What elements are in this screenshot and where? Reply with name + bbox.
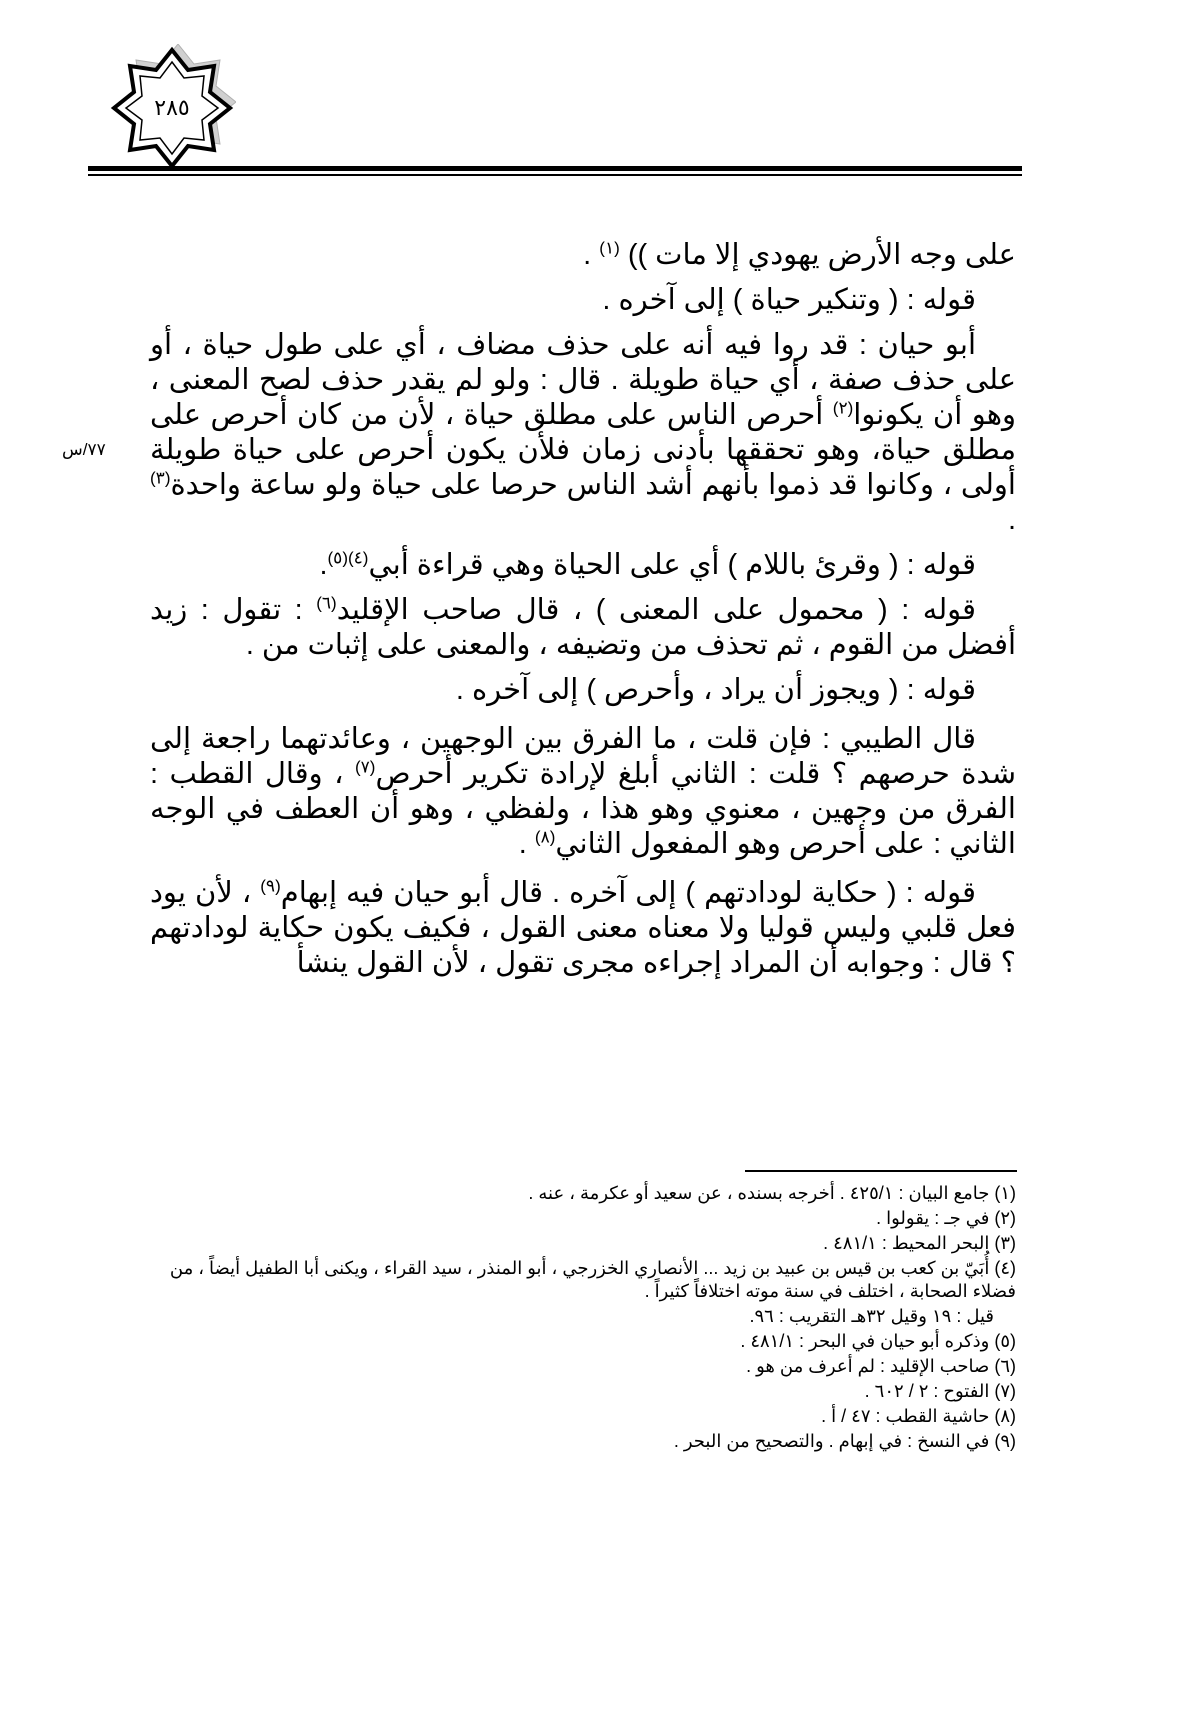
footnote-ref: (١) [599,238,620,258]
footnote-9: (٩) في النسخ : في إبهام . والتصحيح من البحر . [673,1431,1016,1451]
footnote-2: (٢) في جـ : يقولوا . [876,1208,1016,1228]
header-rule-thin [88,174,1022,176]
paragraph-4: قوله : ( وقرئ باللام ) أي على الحياة وهي قراءة أبي$^{(٤)(٥)}$. [319,548,976,581]
footnote-ref: (٨) [534,827,556,847]
footnote-ref: (٩) [260,876,281,896]
footnote-1: (١) جامع البيان : ٤٢٥/١ . أخرجه بسنده ، عن سعيد أو عكرمة ، عنه . [528,1183,1016,1203]
footnote-8: (٨) حاشية القطب : ٤٧ / أ . [821,1406,1016,1426]
paragraph-2: قوله : ( وتنكير حياة ) إلى آخره . [602,284,976,316]
footnote-5: (٥) وذكره أبو حيان في البحر : ٤٨١/١ . [740,1331,1016,1351]
footnote-4: (٤) أُبَيّ بن كعب بن قيس بن عبيد بن زيد ... الأنصاري الخزرجي ، أبو المنذر ، سيد القراء ، ويكنى أبا الطفيل أيضاً ، من فضلاء الصحابة ، اختلف في سنة موته اختلافاً كثيراً . [169,1258,1016,1301]
footnote-4-continued: قيل : ١٩ وقيل ٣٢هـ التقريب : ٩٦. [749,1306,994,1326]
footnotes [150,1182,1016,1455]
footnote-7: (٧) الفتوح : ٢ / ٦٠٢ . [864,1381,1016,1401]
header-rule [88,166,1022,171]
footnote-ref: (٣) [150,468,171,488]
margin-manuscript-note: ٧٧/س [62,440,106,459]
paragraph-7: قال الطيبي : فإن قلت ، ما الفرق بين الوجهين ، وعائدتهما راجعة إلى شدة حرصهم ؟ قلت : الثاني أبلغ لإرادة تكرير أحرص$^{(٧)}$ ، وقال القطب : الفرق من وجهين ، معنوي وهو هذا ، ولفظي ، وهو أن العطف في الوجه الثاني : على أحرص وهو المفعول الثاني$^{(٨)}$ . [150,723,1017,860]
paragraph-3: أبو حيان : قد روا فيه أنه على حذف مضاف ، أي على طول حياة ، أو على حذف صفة ، أي حياة طويلة . قال : ولو لم يقدر حذف لصح المعنى ، وهو أن يكونوا$^{(٢)}$ أحرص الناس على مطلق حياة ، لأن من كان أحرص على مطلق حياة، وهو تحققها بأدنى زمان فلأن يكون أحرص على حياة طويلة أولى ، وكانوا قد ذموا بأنهم أشد الناس حرصا على حياة ولو ساعة واحدة$^{(٣)}$ . [150,329,1017,536]
footnote-ref: (٤)(٥) [327,548,369,568]
footnote-ref: (٢) [832,398,854,418]
footnote-ref: (٧) [354,757,376,777]
footnote-ref: (٦) [316,593,337,613]
footnote-6: (٦) صاحب الإقليد : لم أعرف من هو . [746,1356,1016,1376]
paragraph-1: على وجه الأرض يهودي إلا مات )) $^{(١)}$ . [583,238,1016,271]
main-text [150,238,1016,991]
paragraph-5: قوله : ( محمول على المعنى ) ، قال صاحب الإقليد$^{(٦)}$ : تقول : زيد أفضل من القوم ، ثم تحذف من وتضيفه ، والمعنى على إثبات من . [150,593,1016,661]
page-number: ٢٨٥ [154,95,190,120]
footnote-separator [745,1170,1017,1172]
footnote-3: (٣) البحر المحيط : ٤٨١/١ . [823,1233,1016,1253]
paragraph-8: قوله : ( حكاية لودادتهم ) إلى آخره . قال أبو حيان فيه إبهام$^{(٩)}$ ، لأن يود فعل قلبي وليس قوليا ولا معناه معنى القول ، فكيف يكون حكاية لودادتهم ؟ قال : وجوابه أن المراد إجراءه مجرى تقول ، لأن القول ينشأ [150,876,1016,979]
page-number-badge [108,44,236,172]
paragraph-6: قوله : ( ويجوز أن يراد ، وأحرص ) إلى آخره . [455,674,976,706]
